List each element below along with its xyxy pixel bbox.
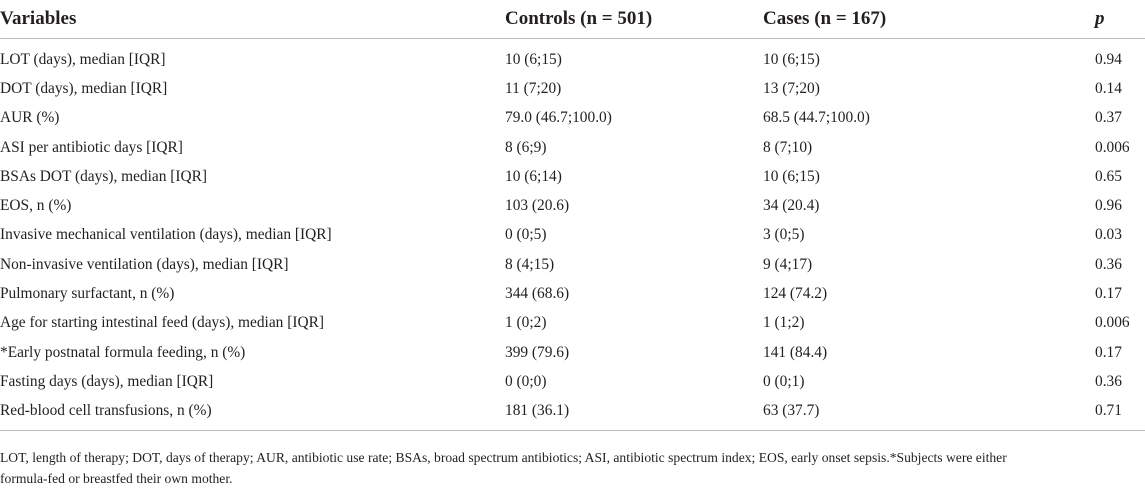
- cell-cases: 0 (0;1): [763, 372, 805, 390]
- cell-p-value: 0.36: [1095, 372, 1122, 390]
- footnote-line-2: formula-fed or breastfed their own mother.: [0, 471, 233, 486]
- table-row: [0, 221, 1145, 250]
- cell-cases: 1 (1;2): [763, 314, 805, 332]
- cell-controls: 0 (0;5): [505, 226, 547, 244]
- table-header: [0, 0, 1145, 39]
- cell-p-value: 0.36: [1095, 255, 1122, 273]
- cell-cases: 124 (74.2): [763, 285, 828, 303]
- cell-variable: *Early postnatal formula feeding, n (%): [0, 343, 246, 361]
- cell-cases: 13 (7;20): [763, 79, 820, 97]
- cell-p-value: 0.71: [1095, 397, 1145, 431]
- table-row: [0, 104, 1145, 133]
- cell-controls: 1 (0;2): [505, 314, 547, 332]
- cell-controls: 344 (68.6): [505, 285, 570, 303]
- cell-variable: LOT (days), median [IQR]: [0, 50, 166, 68]
- cell-cases: 68.5 (44.7;100.0): [763, 109, 870, 127]
- cell-variable: EOS, n (%): [0, 197, 72, 215]
- header-controls: Controls (n = 501): [505, 0, 763, 39]
- cell-p-value: 0.006: [1095, 314, 1130, 332]
- cell-variable: ASI per antibiotic days [IQR]: [0, 138, 183, 156]
- cell-cases: 3 (0;5): [763, 226, 805, 244]
- cell-cases: 141 (84.4): [763, 343, 828, 361]
- table-row: [0, 279, 1145, 308]
- cell-variable: DOT (days), median [IQR]: [0, 79, 168, 97]
- header-p-value: p: [1095, 0, 1145, 39]
- cell-cases: 9 (4;17): [763, 255, 813, 273]
- table-row: [0, 397, 1145, 431]
- cell-p-value: 0.03: [1095, 226, 1122, 244]
- cell-p-value: 0.006: [1095, 138, 1130, 156]
- table-row: [0, 133, 1145, 162]
- cell-variable: Non-invasive ventilation (days), median [IQR]: [0, 255, 289, 273]
- table-row: [0, 367, 1145, 396]
- table-row: [0, 74, 1145, 103]
- cell-p-value: 0.17: [1095, 285, 1122, 303]
- cell-variable: Pulmonary surfactant, n (%): [0, 285, 175, 303]
- cell-variable: BSAs DOT (days), median [IQR]: [0, 167, 208, 185]
- cell-p-value: 0.65: [1095, 167, 1122, 185]
- cell-controls: 8 (4;15): [505, 255, 555, 273]
- cell-controls: 10 (6;14): [505, 167, 562, 185]
- footnote-line-1: LOT, length of therapy; DOT, days of therapy; AUR, antibiotic use rate; BSAs, broad spectrum antibiotics; ASI, antibiotic spectrum index; EOS, early onset sepsis.*Subjects were either: [0, 450, 1007, 465]
- cell-p-value: 0.14: [1095, 79, 1122, 97]
- cell-p-value: 0.37: [1095, 109, 1122, 127]
- cell-controls: 11 (7;20): [505, 79, 562, 97]
- table-row: [0, 39, 1145, 75]
- cell-controls: 10 (6;15): [505, 50, 562, 68]
- cell-variable: Red-blood cell transfusions, n (%): [0, 397, 505, 431]
- table-row: [0, 250, 1145, 279]
- cell-variable: Invasive mechanical ventilation (days), median [IQR]: [0, 226, 332, 244]
- table-footnote: [0, 447, 1140, 489]
- table-row: [0, 162, 1145, 191]
- cell-p-value: 0.17: [1095, 343, 1122, 361]
- header-variables: Variables: [0, 0, 505, 39]
- cell-cases: 10 (6;15): [763, 50, 820, 68]
- table-row: [0, 338, 1145, 367]
- cell-cases: 8 (7;10): [763, 138, 813, 156]
- cell-controls: 79.0 (46.7;100.0): [505, 109, 612, 127]
- header-cases: Cases (n = 167): [763, 0, 1095, 39]
- cell-variable: AUR (%): [0, 109, 60, 127]
- table-row: [0, 191, 1145, 220]
- table-body: [0, 39, 1145, 431]
- table-row: [0, 309, 1145, 338]
- cell-controls: 103 (20.6): [505, 197, 570, 215]
- cell-cases: 63 (37.7): [763, 397, 1095, 431]
- cell-controls: 8 (6;9): [505, 138, 547, 156]
- cell-variable: Age for starting intestinal feed (days), median [IQR]: [0, 314, 324, 332]
- cell-p-value: 0.96: [1095, 197, 1122, 215]
- cell-controls: 181 (36.1): [505, 397, 763, 431]
- cell-variable: Fasting days (days), median [IQR]: [0, 372, 214, 390]
- cell-cases: 34 (20.4): [763, 197, 820, 215]
- cell-p-value: 0.94: [1095, 50, 1122, 68]
- header-row: [0, 0, 1145, 39]
- cell-cases: 10 (6;15): [763, 167, 820, 185]
- cell-controls: 0 (0;0): [505, 372, 547, 390]
- cell-controls: 399 (79.6): [505, 343, 570, 361]
